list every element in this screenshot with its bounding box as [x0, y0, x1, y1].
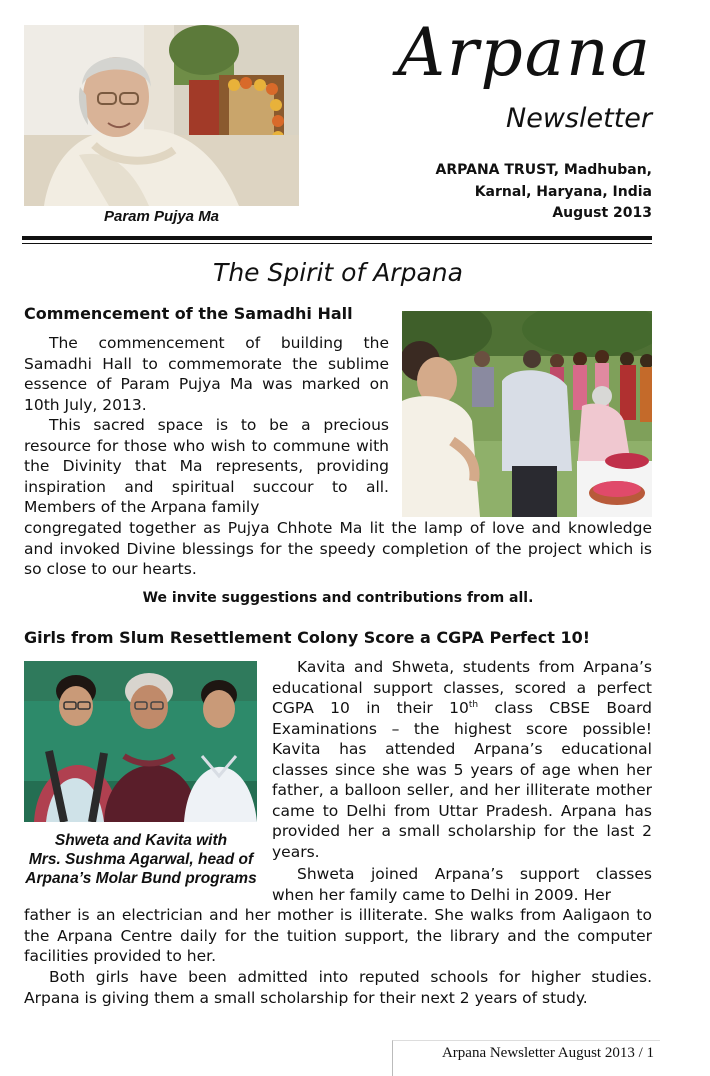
header-rule-thin — [22, 243, 652, 244]
girls-paragraph-1: Kavita and Shweta, students from Arpana’s educational support classes, scored a perfect CGPA 10 in their 10th class CBSE Board Examinations – the highest score possible! Kavita has attended Arpana’s educational classes since she was 5 years of age when her father, a balloon seller, and her illiterate mother came to Delhi from Uttar Pradesh. Arpana has provided her a small scholarship for the last 2 years. — [272, 658, 652, 861]
caption-girls-line-1: Shweta and Kavita with — [54, 832, 228, 849]
samadhi-paragraph-1: The commencement of building the Samadhi Hall to commemorate the sublime essence of Param Pujya Ma was marked on 10th July, 2013. — [24, 334, 389, 414]
photo-caption-girls — [10, 831, 272, 888]
shweta-kavita-photo — [24, 661, 257, 822]
trust-address-line1: ARPANA TRUST, Madhuban, — [435, 162, 652, 178]
caption-girls-line-3: Arpana’s Molar Bund programs — [25, 870, 257, 887]
article-heading-samadhi: Commencement of the Samadhi Hall — [24, 304, 353, 323]
girls-paragraph-2: Shweta joined Arpana’s support classes when her family came to Delhi in 2009. Her — [272, 865, 652, 904]
page-footer: Arpana Newsletter August 2013 / 1 — [441, 1045, 654, 1061]
section-title: The Spirit of Arpana — [213, 258, 463, 287]
photo-caption-ma: Param Pujya Ma — [103, 208, 220, 225]
newsletter-title: Arpana — [397, 14, 652, 91]
samadhi-paragraph-2: This sacred space is to be a precious resource for those who wish to commune with the Divinity that Ma represents, providing inspiration and spiritual succour to all. Members of the Arpana family — [24, 416, 389, 516]
issue-date: August 2013 — [552, 205, 652, 221]
invite-contributions: We invite suggestions and contributions from all. — [142, 590, 534, 606]
girls-paragraph-2-continued: father is an electrician and her mother is illiterate. She walks from Aaligaon to the Arpana Centre daily for the tuition support, the library and the computer facilities provided to her. — [24, 906, 652, 965]
header-rule-thick — [22, 236, 652, 240]
samadhi-ceremony-photo — [402, 311, 652, 517]
newsletter-subtitle: Newsletter — [506, 103, 652, 134]
girls-paragraph-3: Both girls have been admitted into reputed schools for higher studies. Arpana is giving them a small scholarship for their next 2 years of study. — [24, 968, 652, 1007]
param-pujya-ma-photo — [24, 25, 299, 206]
caption-girls-line-2: Mrs. Sushma Agarwal, head of — [28, 851, 254, 868]
samadhi-paragraph-2-continued: congregated together as Pujya Chhote Ma lit the lamp of love and knowledge and invoked Divine blessings for the speedy completion of the project which is so close to our hearts. — [24, 519, 652, 578]
trust-address-line2: Karnal, Haryana, India — [474, 184, 652, 200]
superscript-th: th — [468, 699, 479, 710]
article-heading-girls: Girls from Slum Resettlement Colony Score a CGPA Perfect 10! — [24, 628, 591, 647]
